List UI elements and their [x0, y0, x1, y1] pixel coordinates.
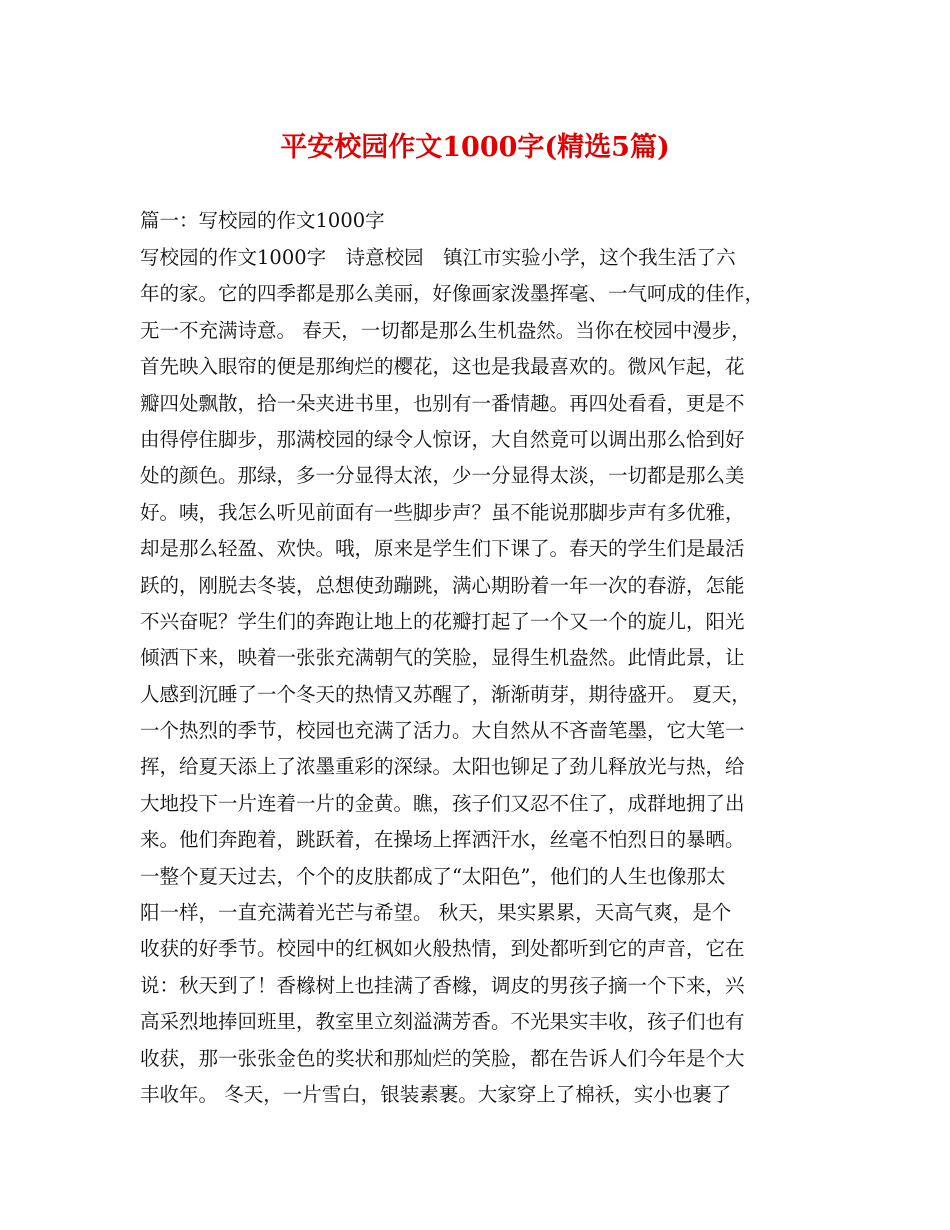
- essay-body: [140, 240, 820, 1113]
- essay-line: 来。他们奔跑着，跳跃着，在操场上挥洒汗水，丝毫不怕烈日的暴晒。: [140, 828, 745, 852]
- essay-line: 好。咦，我怎么听见前面有一些脚步声？虽不能说那脚步声有多优雅，: [140, 500, 745, 524]
- essay-line: 年的家。它的四季都是那么美丽，好像画家泼墨挥毫、一气呵成的佳作，: [140, 282, 765, 306]
- document-title: 平安校园作文1000字(精选5篇): [280, 132, 670, 163]
- essay-line: 说：秋天到了！香橼树上也挂满了香橼，调皮的男孩子摘一个下来，兴: [140, 973, 745, 997]
- essay-line: 倾洒下来，映着一张张充满朝气的笑脸，显得生机盎然。此情此景，让: [140, 646, 745, 670]
- essay-line: 收获的好季节。校园中的红枫如火般热情，到处都听到它的声音，它在: [140, 937, 745, 961]
- essay-line: 写校园的作文1000字 诗意校园 镇江市实验小学，这个我生活了六: [140, 246, 736, 269]
- essay-line: 丰收年。 冬天，一片雪白，银装素裹。大家穿上了棉袄，实小也裹了: [140, 1082, 732, 1106]
- essay-line: 处的颜色。那绿，多一分显得太浓，少一分显得太淡，一切都是那么美: [140, 464, 745, 488]
- essay-line: 却是那么轻盈、欢快。哦，原来是学生们下课了。春天的学生们是最活: [140, 537, 745, 561]
- essay-line: 无一不充满诗意。 春天，一切都是那么生机盎然。当你在校园中漫步，: [140, 318, 751, 342]
- essay-line: 收获，那一张张金色的奖状和那灿烂的笑脸，都在告诉人们今年是个大: [140, 1046, 745, 1070]
- essay-line: 瓣四处飘散，拾一朵夹进书里，也别有一番情趣。再四处看看，更是不: [140, 391, 745, 415]
- essay-line: 高采烈地捧回班里，教室里立刻溢满芳香。不光果实丰收，孩子们也有: [140, 1010, 745, 1034]
- essay-line: 跃的，刚脱去冬装，总想使劲蹦跳，满心期盼着一年一次的春游，怎能: [140, 573, 745, 597]
- essay-line: 一个热烈的季节，校园也充满了活力。大自然从不吝啬笔墨，它大笔一: [140, 719, 745, 743]
- essay-line: 挥，给夏天添上了浓墨重彩的深绿。太阳也铆足了劲儿释放光与热，给: [140, 755, 745, 779]
- essay-line: 由得停住脚步，那满校园的绿令人惊讶，大自然竟可以调出那么恰到好: [140, 427, 745, 451]
- section-heading: 篇一：写校园的作文1000字: [140, 209, 385, 232]
- essay-line: 首先映入眼帘的便是那绚烂的樱花，这也是我最喜欢的。微风乍起，花: [140, 355, 745, 379]
- essay-line: 阳一样，一直充满着光芒与希望。 秋天，果实累累，天高气爽，是个: [140, 901, 732, 925]
- essay-line: 一整个夏天过去，个个的皮肤都成了“太阳色”，他们的人生也像那太: [140, 864, 726, 888]
- essay-line: 大地投下一片连着一片的金黄。瞧，孩子们又忍不住了，成群地拥了出: [140, 791, 745, 815]
- essay-line: 不兴奋呢？学生们的奔跑让地上的花瓣打起了一个又一个的旋儿，阳光: [140, 609, 745, 633]
- essay-line: 人感到沉睡了一个冬天的热情又苏醒了，渐渐萌芽，期待盛开。 夏天，: [140, 682, 751, 706]
